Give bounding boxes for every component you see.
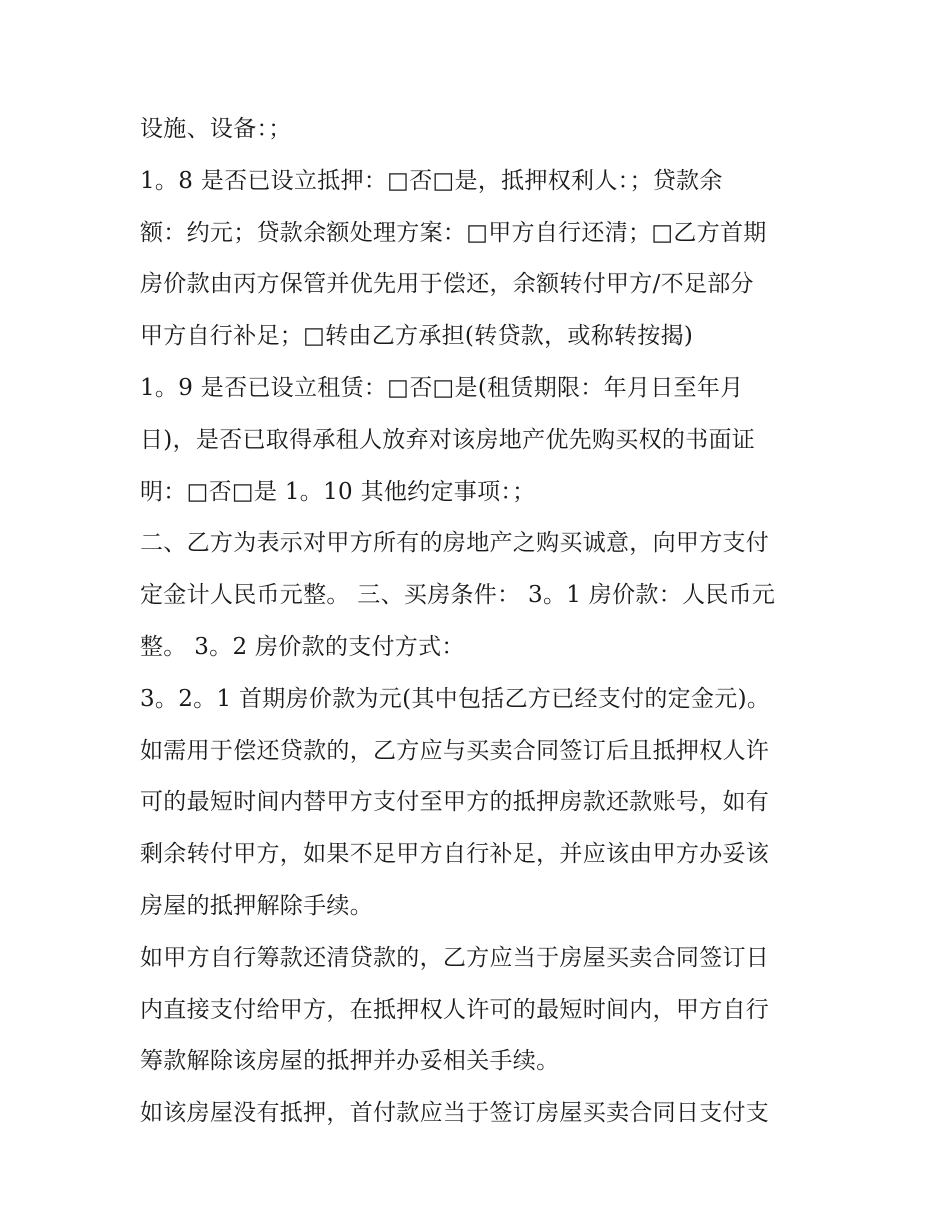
text-line: 1。9 是否已设立租赁：□否□是(租赁期限：年月日至年月 — [140, 374, 744, 401]
text-line: 额：约元；贷款余额处理方案：□甲方自行还清；□乙方首期 — [140, 219, 767, 246]
text-line: 筹款解除该房屋的抵押并办妥相关手续。 — [140, 1048, 560, 1075]
text-line: 整。 3。2 房价款的支付方式： — [140, 633, 465, 660]
text-line: 如甲方自行筹款还清贷款的，乙方应当于房屋买卖合同签订日 — [140, 944, 770, 971]
text-line: 设施、设备：； — [140, 116, 292, 142]
text-line: 日)，是否已取得承租人放弃对该房地产优先购买权的书面证 — [140, 426, 756, 453]
text-line: 1。8 是否已设立抵押：□否□是，抵押权利人：；贷款余 — [140, 167, 723, 194]
text-line: 剩余转付甲方，如果不足甲方自行补足，并应该由甲方办妥该 — [140, 841, 770, 868]
text-line: 可的最短时间内替甲方支付至甲方的抵押房款还款账号，如有 — [140, 789, 770, 816]
text-line: 明：□否□是 1。10 其他约定事项：； — [140, 478, 536, 505]
text-line: 房屋的抵押解除手续。 — [140, 892, 373, 919]
text-line: 3。2。1 首期房价款为元(其中包括乙方已经支付的定金元)。 — [140, 685, 771, 712]
text-line: 定金计人民币元整。 三、买房条件： 3。1 房价款：人民币元 — [140, 582, 776, 609]
text-line: 如需用于偿还贷款的，乙方应与买卖合同签订后且抵押权人许 — [140, 737, 770, 764]
text-line: 内直接支付给甲方，在抵押权人许可的最短时间内，甲方自行 — [140, 996, 770, 1023]
text-line: 甲方自行补足；□转由乙方承担(转贷款，或称转按揭) — [140, 323, 694, 350]
text-line: 二、乙方为表示对甲方所有的房地产之购买诚意，向甲方支付 — [140, 530, 770, 557]
document-body — [140, 104, 820, 1140]
text-line: 如该房屋没有抵押，首付款应当于签订房屋买卖合同日支付支 — [140, 1100, 770, 1127]
text-line: 房价款由丙方保管并优先用于偿还，余额转付甲方/不足部分 — [140, 271, 754, 298]
